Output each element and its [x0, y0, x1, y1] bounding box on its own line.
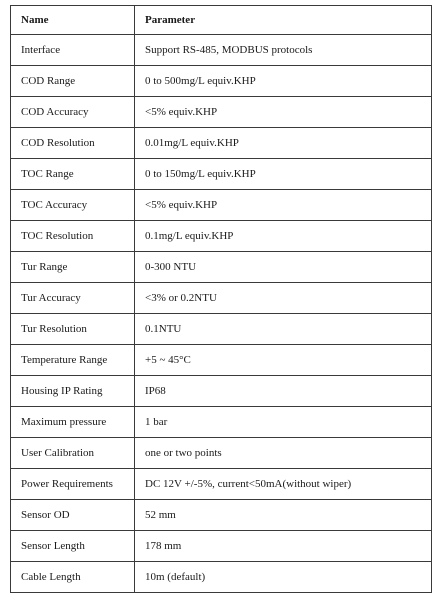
table-row	[11, 221, 432, 252]
row-name: Tur Accuracy	[11, 283, 135, 314]
row-parameter: IP68	[135, 376, 432, 407]
row-parameter: 52 mm	[135, 500, 432, 531]
row-name: TOC Resolution	[11, 221, 135, 252]
row-name: Power Requirements	[11, 469, 135, 500]
table-row	[11, 159, 432, 190]
row-name: Interface	[11, 35, 135, 66]
row-name: Tur Resolution	[11, 314, 135, 345]
row-name: Tur Range	[11, 252, 135, 283]
row-parameter: 0-300 NTU	[135, 252, 432, 283]
table-row	[11, 500, 432, 531]
row-name: Cable Length	[11, 562, 135, 593]
row-parameter: <3% or 0.2NTU	[135, 283, 432, 314]
row-parameter: 0.1mg/L equiv.KHP	[135, 221, 432, 252]
row-parameter: 0.01mg/L equiv.KHP	[135, 128, 432, 159]
header-name: Name	[11, 6, 135, 35]
row-name: User Calibration	[11, 438, 135, 469]
table-row	[11, 128, 432, 159]
row-parameter: one or two points	[135, 438, 432, 469]
table-header-row	[11, 6, 432, 35]
row-parameter: 0 to 150mg/L equiv.KHP	[135, 159, 432, 190]
table-row	[11, 345, 432, 376]
row-name: COD Resolution	[11, 128, 135, 159]
table-row	[11, 562, 432, 593]
row-name: COD Range	[11, 66, 135, 97]
table-row	[11, 314, 432, 345]
table-row	[11, 531, 432, 562]
row-parameter: <5% equiv.KHP	[135, 190, 432, 221]
row-name: TOC Range	[11, 159, 135, 190]
row-parameter: <5% equiv.KHP	[135, 97, 432, 128]
row-parameter: Support RS-485, MODBUS protocols	[135, 35, 432, 66]
row-name: Sensor Length	[11, 531, 135, 562]
table-row	[11, 252, 432, 283]
table-row	[11, 376, 432, 407]
row-name: Temperature Range	[11, 345, 135, 376]
row-parameter: DC 12V +/-5%, current<50mA(without wiper)	[135, 469, 432, 500]
table-row	[11, 469, 432, 500]
row-name: TOC Accuracy	[11, 190, 135, 221]
table-row	[11, 190, 432, 221]
row-name: Maximum pressure	[11, 407, 135, 438]
row-name: Housing IP Rating	[11, 376, 135, 407]
row-parameter: 1 bar	[135, 407, 432, 438]
row-parameter: 10m (default)	[135, 562, 432, 593]
row-parameter: 0.1NTU	[135, 314, 432, 345]
table-row	[11, 283, 432, 314]
table-row	[11, 35, 432, 66]
row-parameter: +5 ~ 45°C	[135, 345, 432, 376]
row-name: COD Accuracy	[11, 97, 135, 128]
table-row	[11, 97, 432, 128]
table-row	[11, 66, 432, 97]
header-parameter: Parameter	[135, 6, 432, 35]
table-row	[11, 407, 432, 438]
row-name: Sensor OD	[11, 500, 135, 531]
table-row	[11, 438, 432, 469]
row-parameter: 0 to 500mg/L equiv.KHP	[135, 66, 432, 97]
spec-table	[10, 5, 432, 593]
row-parameter: 178 mm	[135, 531, 432, 562]
